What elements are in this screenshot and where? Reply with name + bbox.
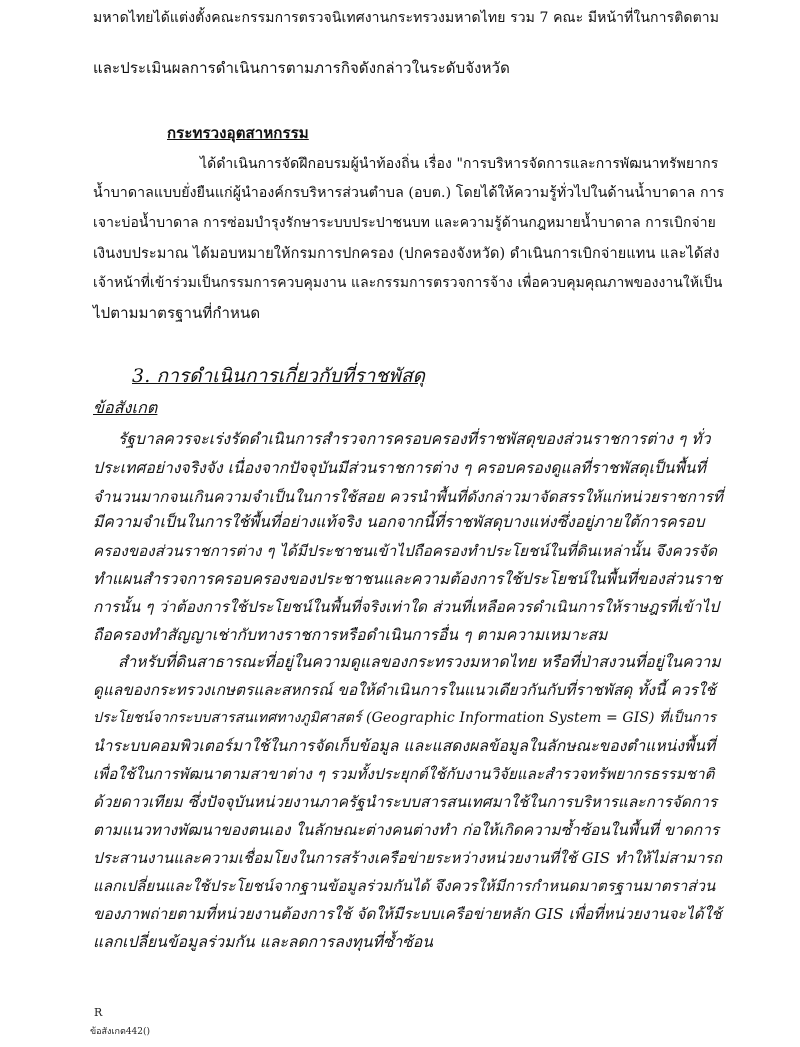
body-text-line: ด้วยดาวเทียม ซึ่งปัจจุบันหน่วยงานภาครัฐนำระบบสารสนเทศมาใช้ในการบริหารและการจัดการ (93, 793, 718, 811)
body-text-line: และประเมินผลการดำเนินการตามภารกิจดังกล่าวในระดับจังหวัด (93, 59, 510, 77)
body-text-line: แลกเปลี่ยนข้อมูลร่วมกัน และลดการลงทุนที่ซ้ำซ้อน (93, 933, 433, 951)
body-text-line: เจาะบ่อน้ำบาดาล การซ่อมบำรุงรักษาระบบประปาชนบท และความรู้ด้านกฎหมายน้ำบาดาล การเบิกจ่าย (93, 215, 716, 231)
body-text-line: ดูแลของกระทรวงเกษตรและสหกรณ์ ขอให้ดำเนินการในแนวเดียวกันกับที่ราชพัสดุ ทั้งนี้ ควรใช้ (93, 681, 716, 699)
section-heading-industry: กระทรวงอุตสาหกรรม (167, 124, 309, 142)
body-text-line: จำนวนมากจนเกินความจำเป็นในการใช้สอย ควรนำพื้นที่ดังกล่าวมาจัดสรรให้แก่หน่วยราชการที่ (93, 488, 724, 506)
body-text-line: รัฐบาลควรจะเร่งรัดดำเนินการสำรวจการครอบครองที่ราชพัสดุของส่วนราชการต่าง ๆ ทั่ว (118, 430, 711, 448)
subheading-observation: ข้อสังเกต (93, 398, 158, 417)
body-text-line: น้ำบาดาลแบบยั่งยืนแก่ผู้นำองค์กรบริหารส่วนตำบล (อบต.) โดยได้ให้ความรู้ทั่วไปในด้านน้ำบาดาล การ (93, 185, 725, 201)
body-text-line: ครองของส่วนราชการต่าง ๆ ได้มีประชาชนเข้าไปถือครองทำประโยชน์ในที่ดินเหล่านั้น จึงควรจัด (93, 542, 718, 560)
body-text-line: เจ้าหน้าที่เข้าร่วมเป็นกรรมการควบคุมงาน และกรรมการตรวจการจ้าง เพื่อควบคุมคุณภาพของงานให้เป็น (93, 275, 723, 291)
body-text-line: การนั้น ๆ ว่าต้องการใช้ประโยชน์ในพื้นที่จริงเท่าใด ส่วนที่เหลือควรดำเนินการให้ราษฎรที่เข้าไป (93, 598, 720, 616)
body-text-line: นำระบบคอมพิวเตอร์มาใช้ในการจัดเก็บข้อมูล และแสดงผลข้อมูลในลักษณะของตำแหน่งพื้นที่ (93, 737, 716, 755)
body-text-line: มีความจำเป็นในการใช้พื้นที่อย่างแท้จริง นอกจากนี้ที่ราชพัสดุบางแห่งซึ่งอยู่ภายใต้การครอบ (93, 513, 705, 531)
section-3-heading: 3. การดำเนินการเกี่ยวกับที่ราชพัสดุ (132, 365, 426, 387)
body-text-line: ถือครองทำสัญญาเช่ากับทางราชการหรือดำเนินการอื่น ๆ ตามความเหมาะสม (93, 626, 608, 644)
body-text-line: ไปตามมาตรฐานที่กำหนด (93, 304, 261, 322)
footer-mark: R (94, 1006, 103, 1019)
body-text-line: เงินงบประมาณ ได้มอบหมายให้กรมการปกครอง (ปกครองจังหวัด) ดำเนินการเบิกจ่ายแทน และได้ส่ง (93, 246, 720, 262)
body-text-line: ประโยชน์จากระบบสารสนเทศทางภูมิศาสตร์ (Geographic Information System = GIS) ที่เป็นการ (93, 710, 717, 726)
body-text-line: แลกเปลี่ยนและใช้ประโยชน์จากฐานข้อมูลร่วมกันได้ จึงควรให้มีการกำหนดมาตรฐานมาตราส่วน (93, 877, 716, 895)
body-text-line: ของภาพถ่ายตามที่หน่วยงานต้องการใช้ จัดให้มีระบบเครือข่ายหลัก GIS เพื่อที่หน่วยงานจะได้ใช้ (93, 905, 722, 923)
body-text-line: เพื่อใช้ในการพัฒนาตามสาขาต่าง ๆ รวมทั้งประยุกต์ใช้กับงานวิจัยและสำรวจทรัพยากรธรรมชาติ (93, 765, 715, 783)
body-text-line: ประสานงานและความเชื่อมโยงในการสร้างเครือข่ายระหว่างหน่วยงานที่ใช้ GIS ทำให้ไม่สามารถ (93, 849, 723, 867)
body-text-line: สำหรับที่ดินสาธารณะที่อยู่ในความดูแลของกระทรวงมหาดไทย หรือที่ป่าสงวนที่อยู่ในความ (118, 653, 721, 671)
body-text-line: ทำแผนสำรวจการครอบครองของประชาชนและความต้องการใช้ประโยชน์ในพื้นที่ของส่วนราช (93, 570, 722, 588)
body-text-line: ได้ดำเนินการจัดฝึกอบรมผู้นำท้องถิ่น เรื่อง "การบริหารจัดการและการพัฒนาทรัพยากร (200, 156, 719, 172)
body-text-line: ตามแนวทางพัฒนาของตนเอง ในลักษณะต่างคนต่างทำ ก่อให้เกิดความซ้ำซ้อนในพื้นที่ ขาดการ (93, 821, 720, 839)
body-text-line: ประเทศอย่างจริงจัง เนื่องจากปัจจุบันมีส่วนราชการต่าง ๆ ครอบครองดูแลที่ราชพัสดุเป็นพื้นที่ (93, 459, 706, 477)
body-text-line: มหาดไทยได้แต่งตั้งคณะกรรมการตรวจนิเทศงานกระทรวงมหาดไทย รวม 7 คณะ มีหน้าที่ในการติดตาม (93, 10, 720, 26)
footer-file-label: ข้อสังเกต442() (90, 1027, 151, 1037)
